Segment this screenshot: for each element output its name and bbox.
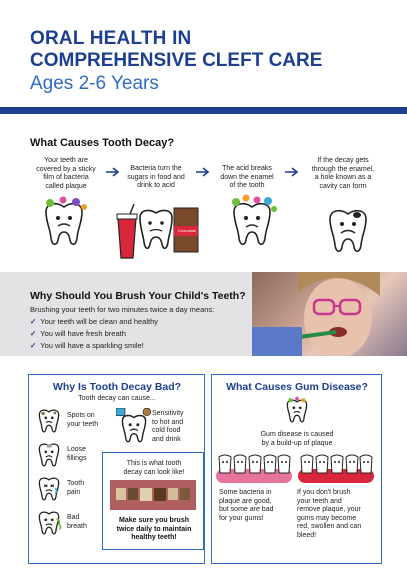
decay-bad-intro: Tooth decay can cause...	[78, 395, 156, 402]
decayed-teeth-photo	[110, 480, 196, 510]
decay-causes-heading: What Causes Tooth Decay?	[30, 137, 175, 149]
check-icon: ✓	[30, 317, 37, 326]
page-subtitle: Ages 2-6 Years	[30, 73, 159, 94]
healthy-gums-icon	[216, 453, 292, 483]
sensitive-tooth-icon	[116, 408, 152, 444]
decay-effect-fillings: Loose fillings	[67, 446, 87, 462]
decay-effect-sensitivity: Sensitivity to hot and cold food and drink	[152, 410, 184, 443]
brush-bullet: ✓ Your teeth will be clean and healthy	[30, 317, 159, 326]
decay-effect-spots: Spots on your teeth	[67, 412, 99, 428]
header-divider	[0, 107, 407, 114]
decay-photo-caption: This is what tooth decay can look like!	[123, 460, 185, 476]
acid-tooth-icon	[224, 196, 280, 252]
chocolate-label: Chocolate	[177, 228, 196, 233]
decay-effect-breath: Bad breath	[67, 514, 87, 530]
brush-heading: Why Should You Brush Your Child's Teeth?	[30, 290, 246, 302]
gum-disease-heading: What Causes Gum Disease?	[226, 381, 368, 393]
gum-bacteria-text: Some bacteria in plaque are good, but some are bad for your gums!	[219, 489, 274, 522]
arrow-right-icon	[106, 167, 120, 177]
decay-step-1: Your teeth are covered by a sticky film of bacteria called plaque	[36, 157, 96, 190]
sore-tooth-icon	[34, 474, 64, 504]
decay-step-2: Bacteria turn the sugars in food and drink to acid	[127, 165, 185, 190]
gum-disease-caption: Gum disease is caused by a build-up of plaque	[260, 431, 334, 447]
cavity-tooth-icon	[320, 203, 376, 259]
child-brushing-photo	[252, 272, 407, 356]
brush-intro: Brushing your teeth for two minutes twice a day means:	[30, 305, 215, 314]
check-icon: ✓	[30, 341, 37, 350]
loose-filling-tooth-icon	[34, 440, 64, 470]
bad-breath-tooth-icon	[34, 508, 64, 538]
page-title-line1: ORAL HEALTH IN	[30, 28, 192, 49]
page-title-line2: COMPREHENSIVE CLEFT CARE	[30, 50, 323, 71]
plaque-tooth-icon	[282, 396, 312, 426]
decay-step-4: If the decay gets through the enamel, a hole known as a cavity can form	[311, 157, 375, 190]
decay-step-3: The acid breaks down the enamel of the tooth	[220, 165, 274, 190]
check-icon: ✓	[30, 329, 37, 338]
brush-bullet: ✓ You will have fresh breath	[30, 329, 126, 338]
brush-reminder-note: Make sure you brush twice daily to maintain healthy teeth!	[116, 517, 192, 541]
gum-warning-text: If you don't brush your teeth and remove plaque, your gums may become red, swollen and can bleed!	[297, 489, 362, 539]
decay-bad-heading: Why Is Tooth Decay Bad?	[52, 381, 182, 393]
decay-effect-pain: Tooth pain	[67, 480, 85, 496]
sore-gums-icon	[298, 453, 374, 483]
arrow-right-icon	[196, 167, 210, 177]
arrow-right-icon	[285, 167, 299, 177]
brush-bullet: ✓ You will have a sparkling smile!	[30, 341, 144, 350]
spotted-tooth-icon	[34, 406, 64, 436]
plaque-tooth-icon	[36, 196, 92, 252]
